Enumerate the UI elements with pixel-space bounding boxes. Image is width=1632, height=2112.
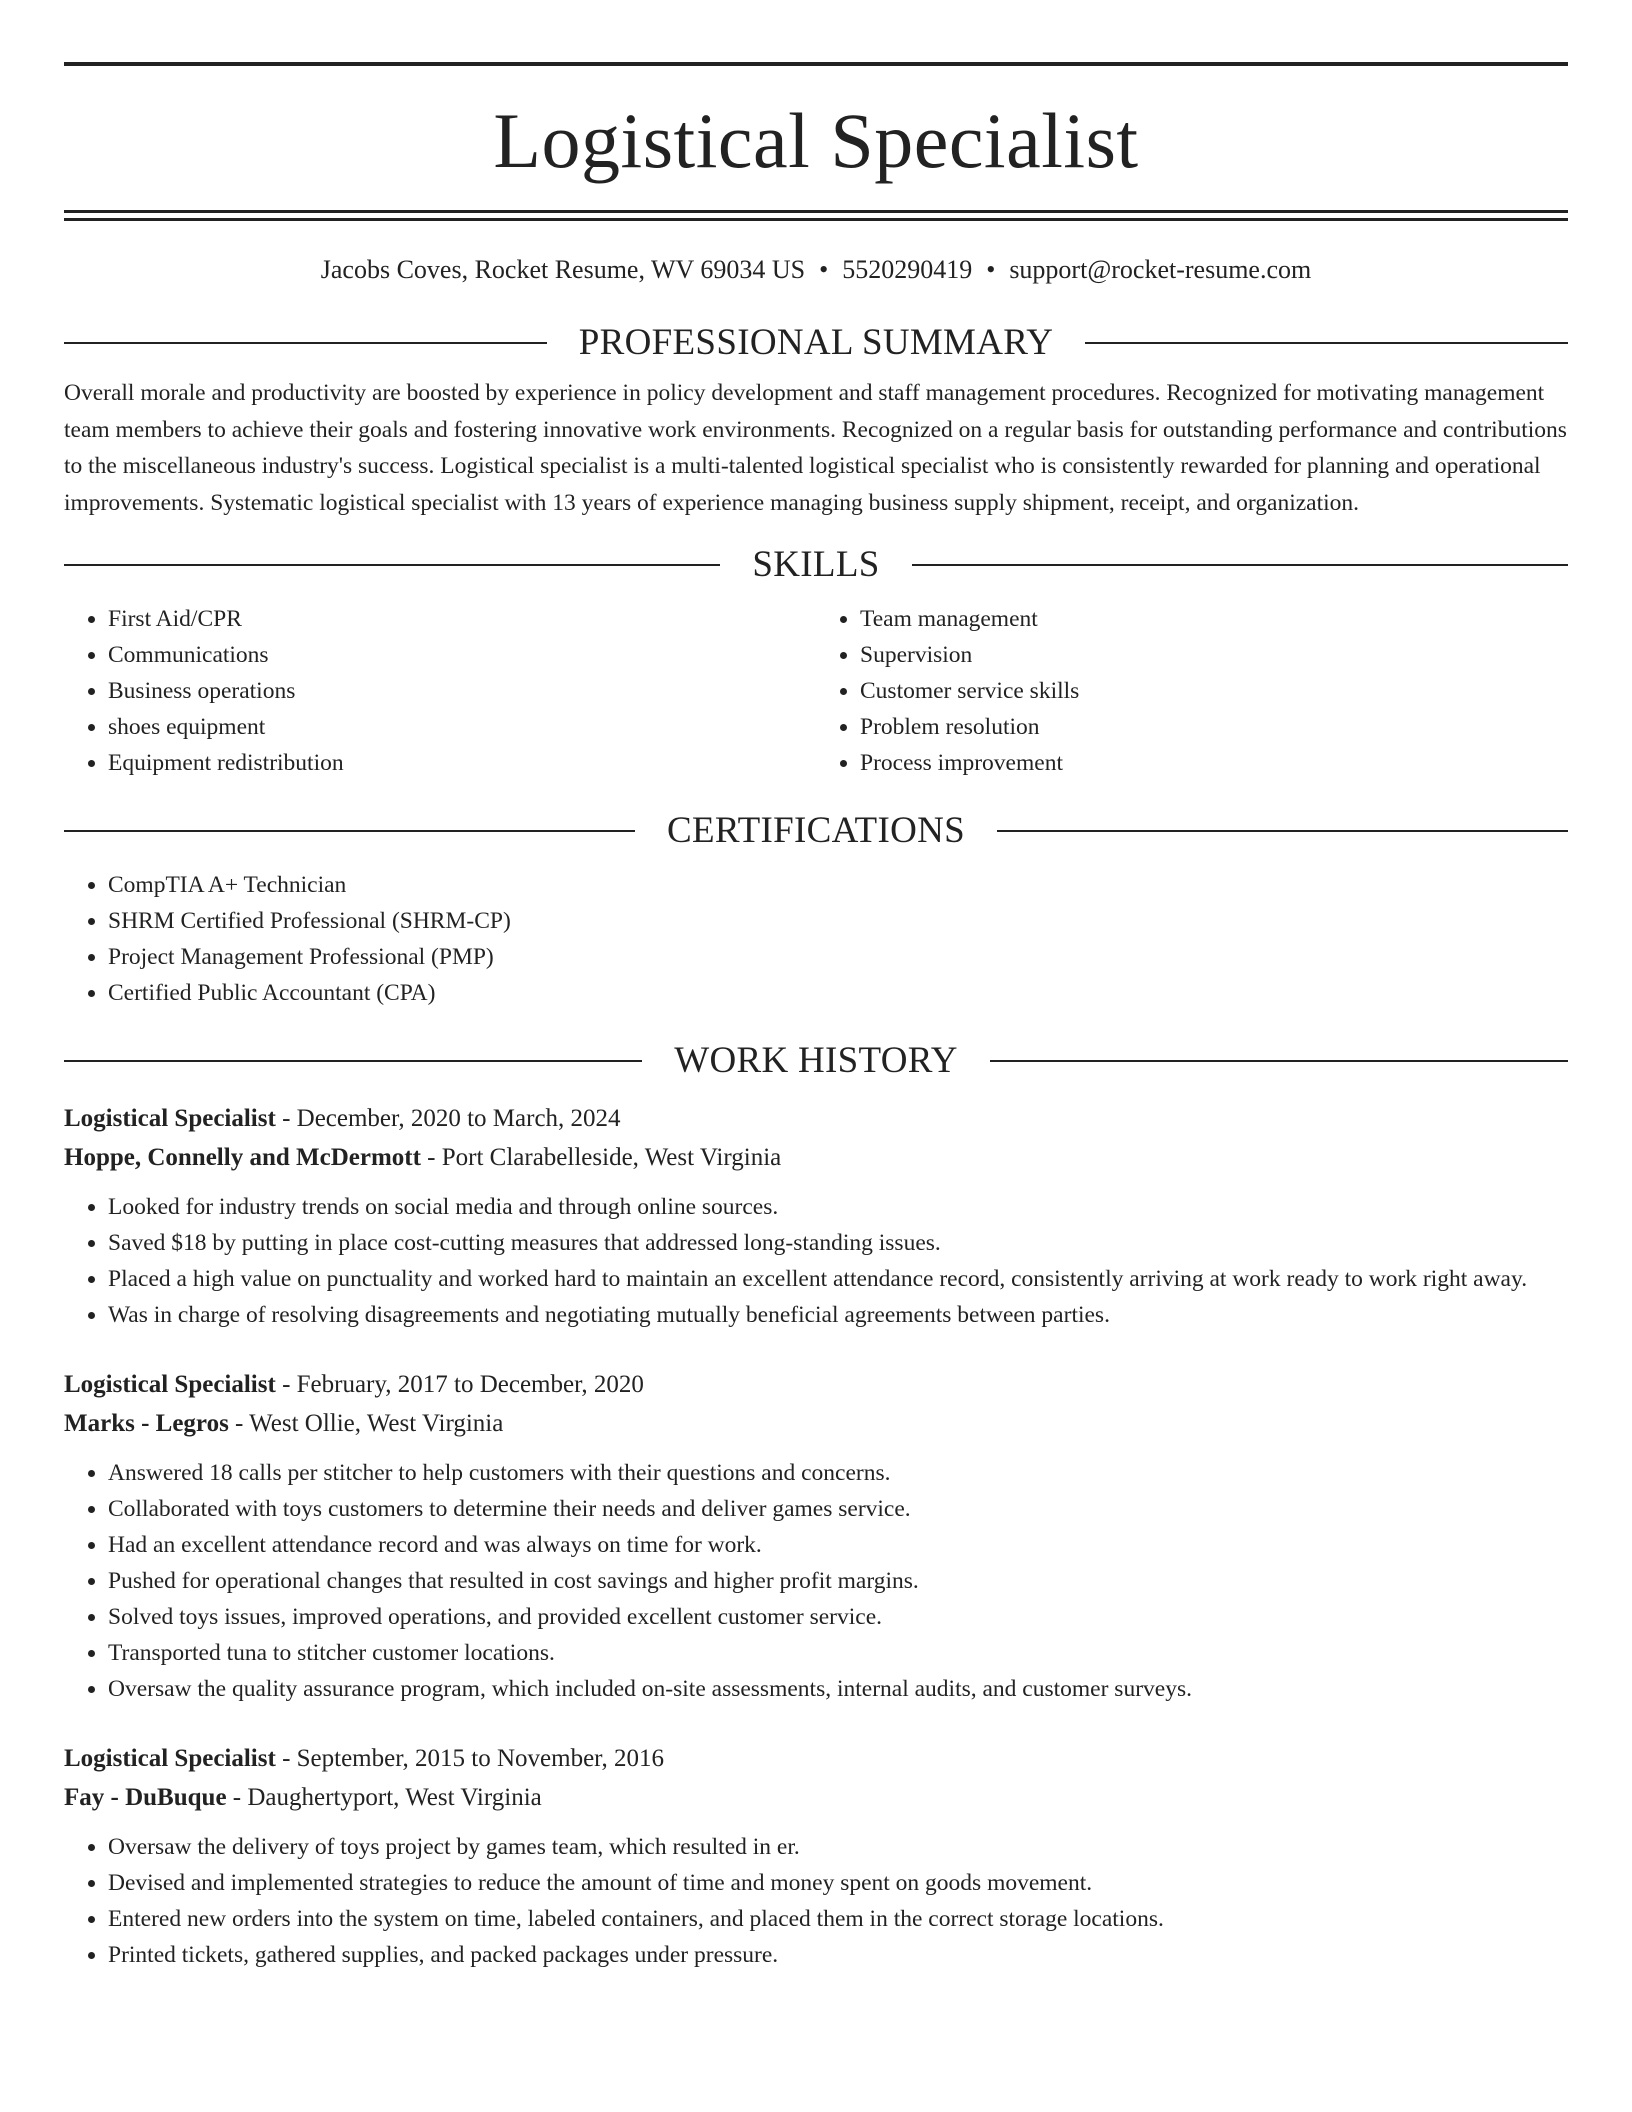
job-company-line — [64, 1778, 1568, 1817]
heading-rule-left — [64, 830, 635, 832]
job-entry — [64, 1099, 1568, 1333]
job-title-line — [64, 1365, 1568, 1404]
job-bullet: • Collaborated with toys customers to determine their needs and deliver games service. — [108, 1491, 1568, 1527]
job-company: Marks - Legros — [64, 1409, 229, 1437]
summary-heading — [64, 323, 1568, 363]
job-bullet: • Was in charge of resolving disagreements and negotiating mutually beneficial agreements between parties. — [108, 1297, 1568, 1333]
job-title-line — [64, 1099, 1568, 1138]
skill-item: • shoes equipment — [108, 709, 816, 745]
heading-rule-left — [64, 1060, 642, 1062]
certification-item: • SHRM Certified Professional (SHRM-CP) — [108, 903, 1568, 939]
job-bullet: • Oversaw the quality assurance program, which included on-site assessments, internal audits, and customer surveys. — [108, 1671, 1568, 1707]
heading-rule-right — [990, 1060, 1568, 1062]
job-bullet: • Had an excellent attendance record and was always on time for work. — [108, 1527, 1568, 1563]
certifications-list — [64, 867, 1568, 1011]
contact-line — [64, 255, 1568, 285]
contact-address: Jacobs Coves, Rocket Resume, WV 69034 US — [320, 255, 806, 284]
job-bullet: • Solved toys issues, improved operations, and provided excellent customer service. — [108, 1599, 1568, 1635]
heading-rule-left — [64, 564, 720, 566]
job-bullet: • Pushed for operational changes that resulted in cost savings and higher profit margins. — [108, 1563, 1568, 1599]
job-bullet: • Saved $18 by putting in place cost-cutting measures that addressed long-standing issues. — [108, 1225, 1568, 1261]
summary-text: Overall morale and productivity are boosted by experience in policy development and staff management procedures. Recognized for motivating management team members to achieve their goals and fostering innovative work environments. Recognized on a regular basis for outstanding performance and contributions to the miscellaneous industry's success. Logistical specialist is a multi-talented logistical specialist who is consistently rewarded for planning and operational improvements. Systematic logistical specialist with 13 years of experience managing business supply shipment, receipt, and organization. — [64, 380, 1567, 516]
job-dates: - December, 2020 to March, 2024 — [275, 1104, 621, 1132]
section-title: PROFESSIONAL SUMMARY — [578, 322, 1054, 363]
job-company: Fay - DuBuque — [64, 1783, 227, 1811]
top-rule — [64, 62, 1568, 66]
section-title: SKILLS — [752, 543, 880, 585]
skill-item: • Communications — [108, 637, 816, 673]
job-dates: - February, 2017 to December, 2020 — [275, 1370, 644, 1398]
job-title: Logistical Specialist — [64, 1744, 276, 1772]
skill-item: • Equipment redistribution — [108, 745, 816, 781]
job-dates: - September, 2015 to November, 2016 — [275, 1744, 665, 1772]
skills-heading — [64, 545, 1568, 585]
job-location: - Daughertyport, West Virginia — [226, 1783, 542, 1811]
job-bullet: • Answered 18 calls per stitcher to help customers with their questions and concerns. — [108, 1455, 1568, 1491]
contact-phone: 5520290419 — [842, 255, 973, 284]
job-title: Logistical Specialist — [64, 1370, 276, 1398]
job-company: Hoppe, Connelly and McDermott — [64, 1143, 421, 1171]
skill-item: • Supervision — [860, 637, 1568, 673]
skill-item: • Team management — [860, 601, 1568, 637]
skill-item: • Problem resolution — [860, 709, 1568, 745]
title-double-rule — [64, 210, 1568, 221]
job-title-line — [64, 1739, 1568, 1778]
skill-item: • First Aid/CPR — [108, 601, 816, 637]
job-location: - West Ollie, West Virginia — [228, 1409, 504, 1437]
work-history-heading — [64, 1041, 1568, 1081]
job-title: Logistical Specialist — [64, 1104, 276, 1132]
contact-email[interactable]: support@rocket-resume.com — [1009, 255, 1312, 284]
heading-rule-right — [912, 564, 1568, 566]
section-title: WORK HISTORY — [674, 1039, 958, 1081]
section-title: CERTIFICATIONS — [667, 809, 965, 851]
contact-separator: • — [819, 255, 829, 284]
job-bullet: • Oversaw the delivery of toys project by games team, which resulted in er. — [108, 1829, 1568, 1865]
certification-item: • Project Management Professional (PMP) — [108, 939, 1568, 975]
skills-list-left — [64, 601, 816, 781]
job-bullets — [64, 1455, 1568, 1707]
job-location: - Port Clarabelleside, West Virginia — [420, 1143, 782, 1171]
job-bullet: • Placed a high value on punctuality and worked hard to maintain an excellent attendance record, consistently arriving at work ready to work right away. — [108, 1261, 1568, 1297]
job-bullet: • Devised and implemented strategies to reduce the amount of time and money spent on goods movement. — [108, 1865, 1568, 1901]
job-bullet: • Printed tickets, gathered supplies, and packed packages under pressure. — [108, 1937, 1568, 1973]
heading-rule-right — [997, 830, 1568, 832]
skill-item: • Customer service skills — [860, 673, 1568, 709]
job-entry — [64, 1739, 1568, 1973]
job-bullets — [64, 1189, 1568, 1333]
skill-item: • Process improvement — [860, 745, 1568, 781]
contact-separator: • — [986, 255, 996, 284]
job-bullet: • Entered new orders into the system on time, labeled containers, and placed them in the correct storage locations. — [108, 1901, 1568, 1937]
resume-title: Logistical Specialist — [493, 97, 1139, 184]
job-company-line — [64, 1138, 1568, 1177]
skill-item: • Business operations — [108, 673, 816, 709]
certification-item: • Certified Public Accountant (CPA) — [108, 975, 1568, 1011]
skills-columns — [64, 601, 1568, 781]
skills-list-right — [816, 601, 1568, 781]
heading-rule-left — [64, 342, 547, 344]
job-bullets — [64, 1829, 1568, 1973]
heading-rule-right — [1085, 342, 1568, 344]
job-entry — [64, 1365, 1568, 1707]
job-company-line — [64, 1404, 1568, 1443]
certifications-heading — [64, 811, 1568, 851]
job-bullet: • Looked for industry trends on social media and through online sources. — [108, 1189, 1568, 1225]
job-bullet: • Transported tuna to stitcher customer locations. — [108, 1635, 1568, 1671]
certification-item: • CompTIA A+ Technician — [108, 867, 1568, 903]
